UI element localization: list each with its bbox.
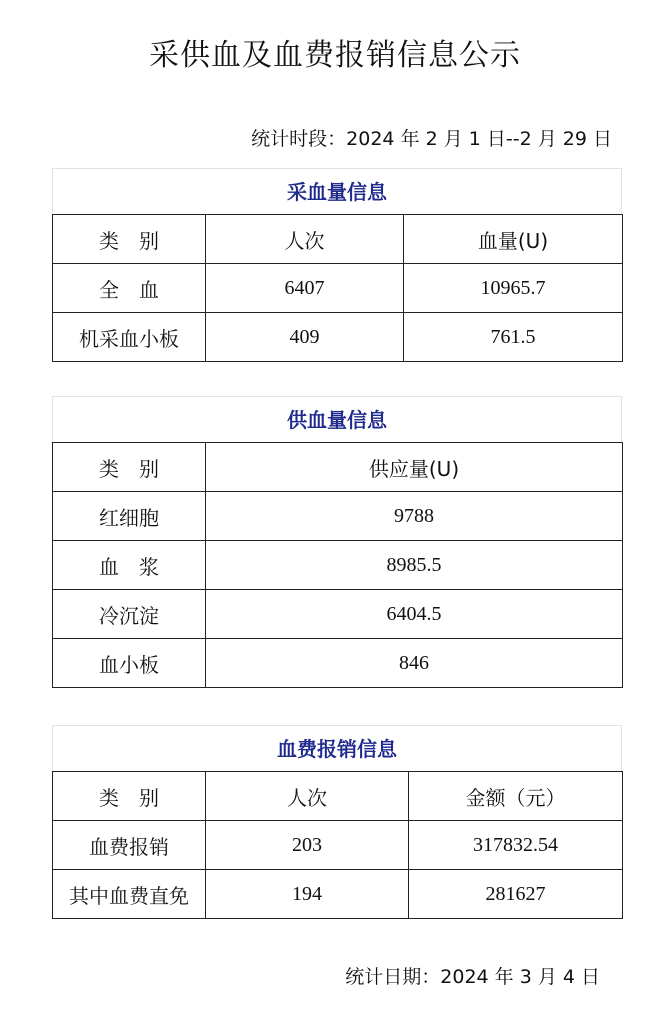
header-category: 类 别 (53, 443, 206, 492)
row-amount: 317832.54 (409, 821, 623, 870)
row-category: 血费报销 (53, 821, 206, 870)
reimbursement-heading: 血费报销信息 (52, 725, 622, 771)
row-category: 冷沉淀 (53, 590, 206, 639)
row-category: 机采血小板 (53, 313, 206, 362)
row-amount: 281627 (409, 870, 623, 919)
table-row (53, 870, 623, 919)
reimbursement-section (52, 725, 622, 919)
row-volume: 10965.7 (404, 264, 623, 313)
statistics-date: 统计日期：2024 年 3 月 4 日 (345, 966, 600, 988)
row-supply: 8985.5 (206, 541, 623, 590)
row-supply: 846 (206, 639, 623, 688)
row-category: 血 浆 (53, 541, 206, 590)
table-row (53, 492, 623, 541)
row-count: 6407 (206, 264, 404, 313)
table-row (53, 821, 623, 870)
header-count: 人次 (206, 772, 409, 821)
row-supply: 9788 (206, 492, 623, 541)
row-supply: 6404.5 (206, 590, 623, 639)
row-category: 红细胞 (53, 492, 206, 541)
table-header-row (53, 772, 623, 821)
header-supply: 供应量(U) (206, 443, 623, 492)
table-header-row (53, 443, 623, 492)
row-category: 全 血 (53, 264, 206, 313)
row-category: 血小板 (53, 639, 206, 688)
collection-section (52, 168, 622, 362)
reimbursement-table (52, 771, 623, 919)
page-title: 采供血及血费报销信息公示 (149, 38, 521, 73)
supply-heading: 供血量信息 (52, 396, 622, 442)
row-category: 其中血费直免 (53, 870, 206, 919)
row-volume: 761.5 (404, 313, 623, 362)
table-row (53, 313, 623, 362)
supply-table (52, 442, 623, 688)
table-header-row (53, 215, 623, 264)
table-row (53, 639, 623, 688)
table-row (53, 590, 623, 639)
row-count: 409 (206, 313, 404, 362)
collection-heading: 采血量信息 (52, 168, 622, 214)
table-row (53, 541, 623, 590)
statistics-period: 统计时段：2024 年 2 月 1 日--2 月 29 日 (251, 128, 612, 150)
header-volume: 血量(U) (404, 215, 623, 264)
table-row (53, 264, 623, 313)
header-category: 类 别 (53, 772, 206, 821)
collection-table (52, 214, 623, 362)
row-count: 194 (206, 870, 409, 919)
supply-section (52, 396, 622, 688)
header-amount: 金额（元） (409, 772, 623, 821)
header-category: 类 别 (53, 215, 206, 264)
row-count: 203 (206, 821, 409, 870)
header-count: 人次 (206, 215, 404, 264)
